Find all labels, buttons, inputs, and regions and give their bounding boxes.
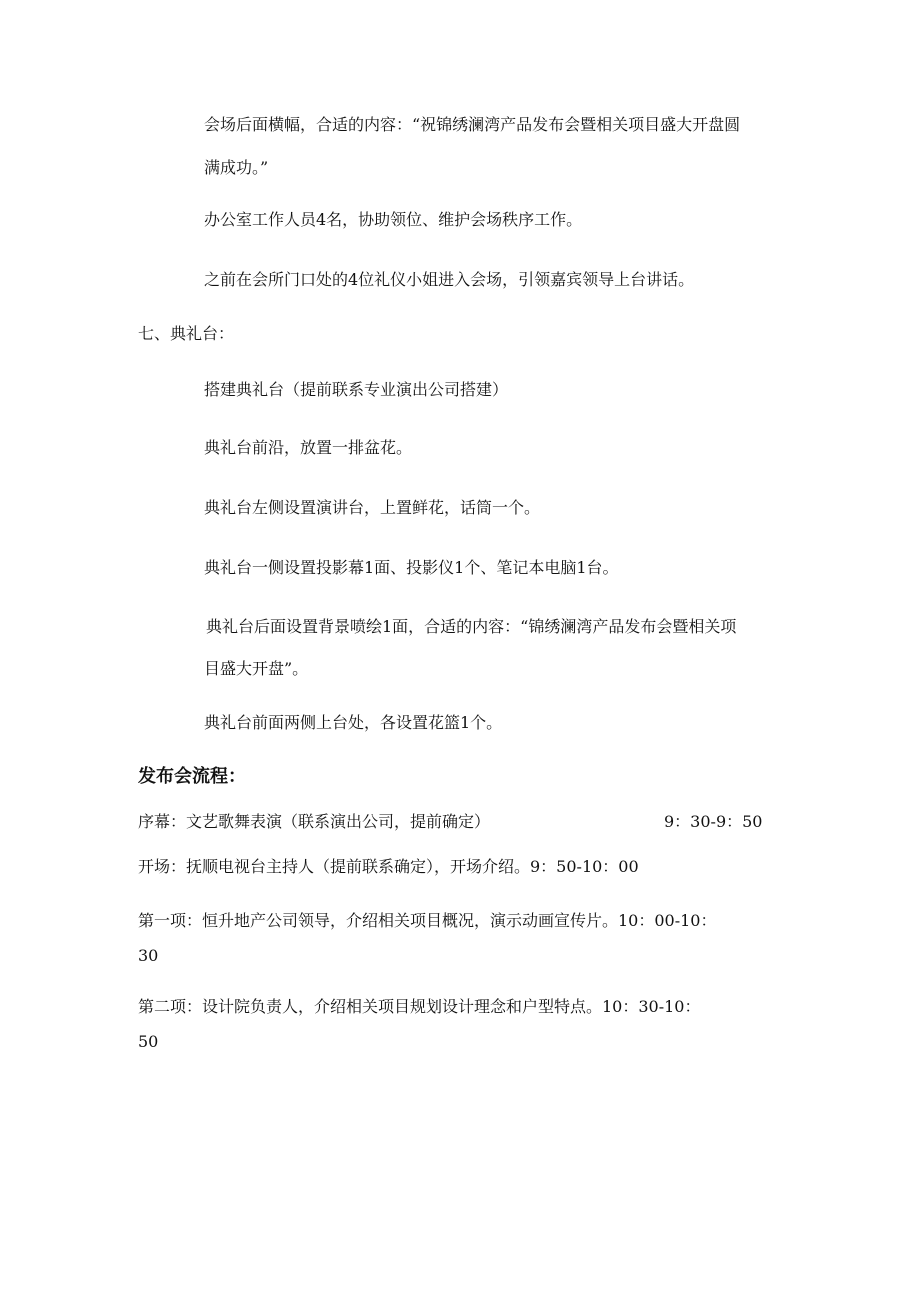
banner-text-line2: 满成功。” (204, 158, 269, 177)
section-7-title: 七、典礼台： (138, 324, 235, 343)
item-2-text-line2: 50 (138, 1032, 159, 1051)
backdrop-text-line1: 典礼台后面设置背景喷绘1面，合适的内容：“锦绣澜湾产品发布会暨相关项 (206, 617, 737, 636)
banner-text-line1: 会场后面横幅，合适的内容：“祝锦绣澜湾产品发布会暨相关项目盛大开盘圆 (204, 115, 741, 134)
item-2-text-line1: 第二项：设计院负责人，介绍相关项目规划设计理念和户型特点。10：30-10： (138, 997, 701, 1016)
process-heading: 发布会流程： (138, 766, 246, 787)
hostess-text: 之前在会所门口处的4位礼仪小姐进入会场，引领嘉宾领导上台讲话。 (204, 270, 695, 289)
stage-item-3: 典礼台左侧设置演讲台，上置鲜花，话筒一个。 (204, 498, 541, 517)
flower-basket-text: 典礼台前面两侧上台处，各设置花篮1个。 (204, 713, 503, 732)
stage-item-4: 典礼台一侧设置投影幕1面、投影仪1个、笔记本电脑1台。 (204, 558, 619, 577)
item-1-text-line1: 第一项：恒升地产公司领导，介绍相关项目概况，演示动画宣传片。10：00-10： (138, 911, 717, 930)
prelude-text: 序幕：文艺歌舞表演（联系演出公司，提前确定） (138, 812, 491, 831)
prelude-time: 9：30-9：50 (664, 812, 763, 831)
item-1-text-line2: 30 (138, 946, 159, 965)
stage-item-2: 典礼台前沿，放置一排盆花。 (204, 438, 413, 457)
stage-item-1: 搭建典礼台（提前联系专业演出公司搭建） (204, 380, 509, 399)
opening-text: 开场：抚顺电视台主持人（提前联系确定），开场介绍。9：50-10：00 (138, 857, 639, 876)
staff-text: 办公室工作人员4名，协助领位、维护会场秩序工作。 (204, 210, 583, 229)
backdrop-text-line2: 目盛大开盘”。 (204, 659, 309, 678)
